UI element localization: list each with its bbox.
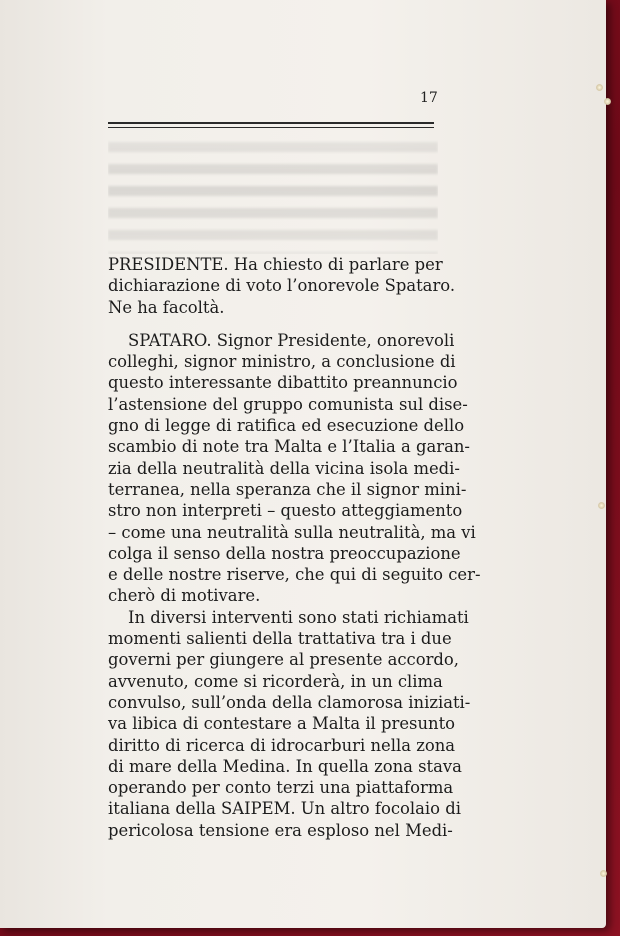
- dust-speck: [600, 870, 607, 877]
- text-line: va libica di contestare a Malta il presunto: [108, 714, 456, 734]
- dust-speck: [596, 84, 603, 91]
- text-line: PRESIDENTE. Ha chiesto di parlare per: [108, 255, 443, 274]
- text-line: colga il senso della nostra preoccupazione: [108, 543, 461, 563]
- text-line: italiana della SAIPEM. Un altro focolaio di: [108, 799, 461, 819]
- text-line: convulso, sull’onda della clamorosa iniziati-: [108, 692, 471, 712]
- text-line: stro non interpreti – questo atteggiamento: [108, 501, 463, 521]
- text-line: diritto di ricerca di idrocarburi nella zona: [108, 735, 456, 755]
- text-line: e delle nostre riserve, che qui di seguito cer-: [108, 565, 481, 585]
- text-line: avvenuto, come si ricorderà, in un clima: [108, 671, 443, 691]
- paragraph-gap: [108, 318, 442, 330]
- text-line: questo interessante dibattito preannuncio: [108, 373, 458, 393]
- show-through-text: [108, 134, 438, 254]
- text-line: SPATARO. Signor Presidente, onorevoli: [128, 330, 455, 350]
- dust-speck: [598, 502, 605, 509]
- dust-speck: [604, 98, 611, 105]
- text-line: colleghi, signor ministro, a conclusione di: [108, 352, 456, 372]
- text-line: l’astensione del gruppo comunista sul dise-: [108, 394, 468, 414]
- text-line: cherò di motivare.: [108, 586, 261, 606]
- header-rule: [108, 122, 434, 124]
- text-line: zia della neutralità della vicina isola medi-: [108, 458, 460, 478]
- text-line: momenti salienti della trattativa tra i due: [108, 629, 452, 649]
- text-line: dichiarazione di voto l’onorevole Spataro.: [108, 276, 456, 296]
- text-line: operando per conto terzi una piattaforma: [108, 778, 454, 798]
- text-line: governi per giungere al presente accordo,: [108, 650, 460, 670]
- text-line: pericolosa tensione era esploso nel Medi-: [108, 820, 453, 840]
- header-rule-thin: [108, 127, 434, 128]
- text-line: gno di legge di ratifica ed esecuzione dello: [108, 416, 465, 436]
- page-number: 17: [420, 90, 438, 106]
- text-line: In diversi interventi sono stati richiamati: [128, 607, 469, 627]
- text-line: – come una neutralità sulla neutralità, ma vi: [108, 522, 476, 542]
- text-line: scambio di note tra Malta e l’Italia a garan-: [108, 437, 470, 457]
- text-line: di mare della Medina. In quella zona stava: [108, 756, 462, 776]
- body-text: [108, 254, 481, 841]
- text-line: Ne ha facoltà.: [108, 297, 225, 317]
- text-line: terranea, nella speranza che il signor mini-: [108, 479, 467, 499]
